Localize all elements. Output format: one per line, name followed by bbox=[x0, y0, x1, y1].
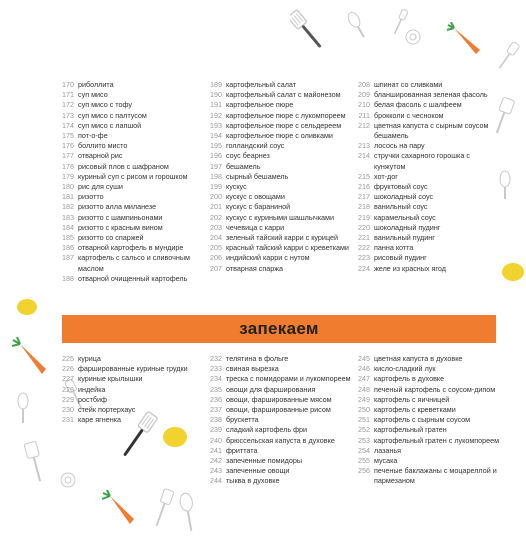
recipe-number: 251 bbox=[358, 415, 370, 425]
recipe-title: стручки сахарного горошка с кунжутом bbox=[374, 151, 470, 171]
recipe-title: картофельное пюре с оливками bbox=[226, 131, 333, 141]
recipe-number: 234 bbox=[210, 374, 222, 384]
recipe-number: 207 bbox=[210, 263, 222, 273]
decor-lemon-icon bbox=[58, 470, 78, 490]
recipe-number: 196 bbox=[210, 151, 222, 161]
recipe-number: 245 bbox=[358, 354, 370, 363]
recipe-title: брускетта bbox=[226, 415, 259, 425]
recipe-list-item bbox=[206, 385, 352, 395]
recipe-list-item bbox=[206, 111, 352, 121]
decor-utensil-icon bbox=[496, 40, 520, 72]
recipe-number: 195 bbox=[210, 141, 222, 151]
recipe-title: стейк портерхаус bbox=[78, 405, 136, 415]
recipe-number: 227 bbox=[62, 374, 74, 384]
recipe-title: картофельное пюре bbox=[226, 100, 294, 110]
recipe-list-item bbox=[58, 354, 204, 364]
recipe-list-item bbox=[206, 446, 352, 456]
recipe-list-item bbox=[206, 374, 352, 384]
recipe-list-item bbox=[58, 131, 204, 141]
recipe-number: 250 bbox=[358, 405, 370, 415]
recipe-title: фриттата bbox=[226, 445, 258, 455]
recipe-number: 178 bbox=[62, 161, 74, 171]
recipe-list-item bbox=[206, 151, 352, 161]
recipe-title: телятина в фольге bbox=[226, 354, 289, 363]
recipe-title: карамельный соус bbox=[374, 212, 436, 222]
recipe-number: 220 bbox=[358, 222, 370, 232]
recipe-list-item bbox=[58, 223, 204, 233]
recipe-number: 180 bbox=[62, 182, 74, 192]
recipe-number: 192 bbox=[210, 110, 222, 120]
recipe-title: картофельный салат с майонезом bbox=[226, 90, 341, 100]
recipe-title: запеченные помидоры bbox=[226, 456, 302, 466]
recipe-number: 216 bbox=[358, 182, 370, 192]
recipe-list-item bbox=[354, 264, 500, 274]
recipe-list-item bbox=[58, 395, 204, 405]
recipe-number: 235 bbox=[210, 384, 222, 394]
recipe-list-item bbox=[354, 202, 500, 212]
recipe-title: ризотто алла миланезе bbox=[78, 202, 157, 212]
recipe-list-item bbox=[354, 213, 500, 223]
recipe-list-item bbox=[354, 354, 504, 364]
recipe-list-item bbox=[206, 264, 352, 274]
recipe-list-item bbox=[354, 425, 504, 435]
recipe-list-item bbox=[206, 80, 352, 90]
recipe-list-item bbox=[206, 223, 352, 233]
recipe-list-item bbox=[354, 90, 500, 100]
recipe-number: 204 bbox=[210, 233, 222, 243]
recipe-list-item bbox=[206, 476, 352, 486]
recipe-title: картофель с яичницей bbox=[374, 394, 450, 404]
recipe-title: лазанья bbox=[374, 445, 402, 455]
recipe-title: рис для суши bbox=[78, 182, 123, 192]
recipe-list-item bbox=[354, 405, 504, 415]
recipe-list-item bbox=[206, 100, 352, 110]
decor-spatula-icon bbox=[290, 6, 324, 56]
recipe-number: 224 bbox=[358, 263, 370, 273]
recipe-title: сырный бешамель bbox=[226, 171, 289, 181]
recipe-title: кисло-сладкий лук bbox=[374, 364, 436, 374]
recipe-list-item bbox=[206, 253, 352, 263]
recipe-number: 211 bbox=[358, 110, 370, 120]
recipe-number: 239 bbox=[210, 425, 222, 435]
recipe-title: запеченные овощи bbox=[226, 466, 290, 476]
recipe-number: 248 bbox=[358, 384, 370, 394]
recipe-list-item bbox=[206, 456, 352, 466]
recipe-number: 194 bbox=[210, 131, 222, 141]
recipe-number: 249 bbox=[358, 394, 370, 404]
recipe-list-item bbox=[354, 456, 504, 466]
recipe-number: 252 bbox=[358, 425, 370, 435]
recipe-title: курица bbox=[78, 354, 101, 363]
recipe-list-item bbox=[58, 243, 204, 253]
recipe-title: картофельный гратен с лукомпореем bbox=[374, 435, 500, 445]
recipe-title: кускус bbox=[226, 182, 247, 192]
recipe-number: 184 bbox=[62, 222, 74, 232]
recipe-number: 188 bbox=[62, 273, 74, 283]
recipe-number: 171 bbox=[62, 90, 74, 100]
decor-lemon-icon bbox=[14, 296, 40, 318]
recipe-title: ванильный соус bbox=[374, 202, 428, 212]
recipe-title: кускус с овощами bbox=[226, 192, 285, 202]
recipe-title: суп мисо с палтусом bbox=[78, 110, 147, 120]
recipe-title: суп мисо с лапшой bbox=[78, 120, 142, 130]
recipe-number: 230 bbox=[62, 405, 74, 415]
recipe-title: отварной рис bbox=[78, 151, 123, 161]
recipe-number: 215 bbox=[358, 171, 370, 181]
recipe-list-column-1 bbox=[58, 80, 204, 284]
recipe-list-item bbox=[206, 436, 352, 446]
recipe-list-item bbox=[354, 151, 500, 171]
recipe-list-item bbox=[354, 172, 500, 182]
recipe-number: 193 bbox=[210, 120, 222, 130]
recipe-list-item bbox=[58, 192, 204, 202]
recipe-list-column-2 bbox=[206, 354, 352, 487]
decor-carrot-icon bbox=[446, 22, 486, 62]
recipe-title: суп мисо с тофу bbox=[78, 100, 132, 110]
recipe-number: 174 bbox=[62, 120, 74, 130]
section-title: запекаем bbox=[239, 319, 319, 338]
recipe-number: 175 bbox=[62, 131, 74, 141]
decor-utensil-icon bbox=[150, 488, 176, 528]
recipe-list-item bbox=[354, 192, 500, 202]
recipe-title: овощи для фарширования bbox=[226, 384, 316, 394]
recipe-number: 186 bbox=[62, 243, 74, 253]
recipe-number: 222 bbox=[358, 243, 370, 253]
recipe-list-item bbox=[354, 100, 500, 110]
recipe-list-item bbox=[206, 425, 352, 435]
decor-lemon-icon bbox=[404, 28, 422, 46]
recipe-list-item bbox=[206, 243, 352, 253]
recipe-number: 223 bbox=[358, 253, 370, 263]
recipe-number: 229 bbox=[62, 394, 74, 404]
recipe-title: тыква в духовке bbox=[226, 476, 280, 486]
recipe-list-item bbox=[354, 80, 500, 90]
recipe-title: мусака bbox=[374, 456, 398, 466]
recipe-number: 242 bbox=[210, 456, 222, 466]
recipe-number: 217 bbox=[358, 192, 370, 202]
recipe-title: риболлита bbox=[78, 80, 114, 89]
recipe-number: 182 bbox=[62, 202, 74, 212]
recipe-list-item bbox=[206, 192, 352, 202]
recipe-title: рисовый плов с шафраном bbox=[78, 161, 169, 171]
recipe-title: картофельное пюре с лукомпореем bbox=[226, 110, 346, 120]
recipe-title: отварная спаржа bbox=[226, 263, 284, 273]
recipe-list-item bbox=[206, 182, 352, 192]
recipe-title: голландский соус bbox=[226, 141, 285, 151]
recipe-title: пот-о-фе bbox=[78, 131, 108, 141]
recipe-title: картофельный гратен bbox=[374, 425, 447, 435]
recipe-number: 246 bbox=[358, 364, 370, 374]
recipe-title: хот-дог bbox=[374, 171, 398, 181]
recipe-number: 170 bbox=[62, 80, 74, 89]
recipe-number: 228 bbox=[62, 384, 74, 394]
recipe-title: фаршированные куриные грудки bbox=[78, 364, 188, 374]
recipe-list-item bbox=[206, 90, 352, 100]
recipe-list-column-1 bbox=[58, 354, 204, 425]
recipe-title: цветная капуста с сырным соусом бешамель bbox=[374, 120, 489, 141]
recipe-title: ванильный пудинг bbox=[374, 233, 435, 243]
recipe-list-item bbox=[354, 223, 500, 233]
recipe-list-item bbox=[206, 213, 352, 223]
recipe-title: брюссельская капуста в духовке bbox=[226, 435, 335, 445]
recipe-list-item bbox=[354, 436, 504, 446]
recipe-title: зеленый тайский карри с курицей bbox=[226, 233, 338, 243]
decor-spatula-icon bbox=[20, 440, 50, 484]
recipe-list-item bbox=[58, 364, 204, 374]
recipe-list-item bbox=[58, 385, 204, 395]
recipe-list-column-3 bbox=[354, 354, 504, 487]
recipe-number: 255 bbox=[358, 456, 370, 466]
recipe-number: 191 bbox=[210, 100, 222, 110]
recipe-number: 237 bbox=[210, 405, 222, 415]
recipe-list-item bbox=[206, 202, 352, 212]
recipe-number: 240 bbox=[210, 435, 222, 445]
recipe-list-item bbox=[58, 202, 204, 212]
recipe-number: 218 bbox=[358, 202, 370, 212]
recipe-number: 232 bbox=[210, 354, 222, 363]
recipe-title: треска с помидорами и лукомпореем bbox=[226, 374, 351, 384]
recipe-number: 241 bbox=[210, 445, 222, 455]
recipe-title: бланшированная зеленая фасоль bbox=[374, 90, 488, 100]
recipe-number: 221 bbox=[358, 233, 370, 243]
recipe-list-item bbox=[354, 121, 500, 141]
recipe-list-item bbox=[354, 253, 500, 263]
recipe-title: красный тайский карри с креветками bbox=[226, 243, 349, 253]
recipe-title: печеные баклажаны с моцареллой и пармезаном bbox=[374, 466, 497, 486]
recipe-title: куриный суп с рисом и горошком bbox=[78, 171, 188, 181]
recipe-number: 177 bbox=[62, 151, 74, 161]
recipe-number: 213 bbox=[358, 141, 370, 151]
recipe-list-item bbox=[58, 121, 204, 131]
recipe-title: печеный картофель с соусом-дипом bbox=[374, 384, 496, 394]
recipe-title: чечевица с карри bbox=[226, 222, 285, 232]
decor-carrot-icon bbox=[10, 336, 52, 380]
recipe-number: 208 bbox=[358, 80, 370, 89]
recipe-list-item bbox=[206, 415, 352, 425]
recipe-number: 212 bbox=[358, 120, 370, 130]
recipe-list-item bbox=[58, 172, 204, 182]
recipe-title: картофель с сальсо и сливочным маслом bbox=[78, 253, 190, 273]
recipe-title: панна котта bbox=[374, 243, 414, 253]
recipe-number: 201 bbox=[210, 202, 222, 212]
recipe-number: 203 bbox=[210, 222, 222, 232]
recipe-title: куриные крылышки bbox=[78, 374, 143, 384]
recipe-title: фруктовый соус bbox=[374, 182, 428, 192]
recipe-number: 185 bbox=[62, 233, 74, 243]
recipe-number: 210 bbox=[358, 100, 370, 110]
recipe-number: 231 bbox=[62, 415, 74, 425]
recipe-number: 200 bbox=[210, 192, 222, 202]
recipe-number: 202 bbox=[210, 212, 222, 222]
recipe-number: 198 bbox=[210, 171, 222, 181]
recipe-list-item bbox=[206, 162, 352, 172]
recipe-list-item bbox=[206, 233, 352, 243]
recipe-list-item bbox=[58, 253, 204, 273]
recipe-number: 205 bbox=[210, 243, 222, 253]
recipe-number: 238 bbox=[210, 415, 222, 425]
recipe-title: картофель в духовке bbox=[374, 374, 445, 384]
recipe-list-item bbox=[206, 354, 352, 364]
recipe-number: 244 bbox=[210, 476, 222, 486]
recipe-number: 247 bbox=[358, 374, 370, 384]
recipe-number: 225 bbox=[62, 354, 74, 363]
recipe-list-item bbox=[354, 243, 500, 253]
recipe-number: 199 bbox=[210, 182, 222, 192]
recipe-number: 209 bbox=[358, 90, 370, 100]
recipe-number: 226 bbox=[62, 364, 74, 374]
recipe-list-item bbox=[354, 374, 504, 384]
recipe-list-item bbox=[354, 466, 504, 486]
recipe-title: соус беарнез bbox=[226, 151, 270, 161]
recipe-list-item bbox=[206, 466, 352, 476]
recipe-number: 173 bbox=[62, 110, 74, 120]
recipe-title: суп мисо bbox=[78, 90, 108, 100]
recipe-list-item bbox=[354, 446, 504, 456]
recipe-title: рисовый пудинг bbox=[374, 253, 427, 263]
recipe-number: 187 bbox=[62, 253, 74, 263]
recipe-list-item bbox=[58, 213, 204, 223]
recipe-title: сладкий картофель фри bbox=[226, 425, 308, 435]
recipe-list-item bbox=[58, 405, 204, 415]
recipe-title: индейка bbox=[78, 384, 106, 394]
recipe-list-item bbox=[206, 141, 352, 151]
recipe-title: лосось на пару bbox=[374, 141, 425, 151]
recipe-title: цветная капуста в духовке bbox=[374, 354, 463, 363]
recipe-list-column-2 bbox=[206, 80, 352, 274]
recipe-number: 176 bbox=[62, 141, 74, 151]
recipe-number: 183 bbox=[62, 212, 74, 222]
recipe-list-item bbox=[58, 80, 204, 90]
recipe-list-item bbox=[58, 111, 204, 121]
recipe-title: овощи, фаршированные мясом bbox=[226, 394, 332, 404]
recipe-number: 179 bbox=[62, 171, 74, 181]
recipe-number: 254 bbox=[358, 445, 370, 455]
recipe-number: 189 bbox=[210, 80, 222, 89]
recipe-list-item bbox=[206, 131, 352, 141]
recipe-list-item bbox=[206, 172, 352, 182]
recipe-title: белая фасоль с шалфеем bbox=[374, 100, 462, 110]
recipe-number: 219 bbox=[358, 212, 370, 222]
recipe-title: боллито мисто bbox=[78, 141, 128, 151]
recipe-title: свиная вырезка bbox=[226, 364, 279, 374]
recipe-list-item bbox=[58, 182, 204, 192]
decor-whisk-icon bbox=[12, 392, 34, 424]
decor-lemon-icon bbox=[500, 260, 526, 284]
recipe-number: 172 bbox=[62, 100, 74, 110]
recipe-list-item bbox=[354, 141, 500, 151]
recipe-title: картофельный салат bbox=[226, 80, 297, 89]
recipe-title: желе из красных ягод bbox=[374, 263, 446, 273]
recipe-title: ризотто со спаржей bbox=[78, 233, 144, 243]
recipe-list-item bbox=[58, 415, 204, 425]
recipe-list-item bbox=[58, 274, 204, 284]
decor-lemon-icon bbox=[160, 424, 190, 450]
recipe-list-item bbox=[58, 233, 204, 243]
recipe-number: 256 bbox=[358, 466, 370, 476]
recipe-number: 190 bbox=[210, 90, 222, 100]
recipe-title: ростбиф bbox=[78, 394, 107, 404]
recipe-list-item bbox=[206, 405, 352, 415]
recipe-title: индийский карри с нутом bbox=[226, 253, 310, 263]
recipe-list-item bbox=[354, 415, 504, 425]
recipe-list-item bbox=[58, 100, 204, 110]
recipe-list-item bbox=[58, 151, 204, 161]
recipe-list-item bbox=[58, 162, 204, 172]
recipe-title: кускус с куриными шашлычками bbox=[226, 212, 334, 222]
recipe-list-item bbox=[354, 364, 504, 374]
recipe-number: 214 bbox=[358, 151, 370, 161]
recipe-number: 197 bbox=[210, 161, 222, 171]
recipe-list-item bbox=[206, 364, 352, 374]
recipe-title: шоколадный пудинг bbox=[374, 222, 441, 232]
recipe-list-column-3 bbox=[354, 80, 500, 274]
decor-whisk-icon bbox=[346, 10, 368, 40]
recipe-title: кускус с бараниной bbox=[226, 202, 291, 212]
recipe-title: шоколадный соус bbox=[374, 192, 434, 202]
recipe-list-item bbox=[354, 385, 504, 395]
recipe-title: картофель с креветками bbox=[374, 405, 456, 415]
recipe-title: отварной картофель в мундире bbox=[78, 243, 184, 253]
recipe-title: ризотто с красным вином bbox=[78, 222, 163, 232]
recipe-number: 206 bbox=[210, 253, 222, 263]
decor-whisk-icon bbox=[176, 492, 200, 532]
recipe-number: 181 bbox=[62, 192, 74, 202]
recipe-title: картофель с сырным соусом bbox=[374, 415, 471, 425]
recipe-list-item bbox=[354, 395, 504, 405]
recipe-list-item bbox=[58, 141, 204, 151]
recipe-title: шпинат со сливками bbox=[374, 80, 443, 89]
recipe-title: брокколи с чесноком bbox=[374, 110, 444, 120]
recipe-list-item bbox=[354, 111, 500, 121]
section-banner bbox=[62, 315, 496, 343]
recipe-number: 253 bbox=[358, 435, 370, 445]
recipe-title: ризотто с шампиньонами bbox=[78, 212, 163, 222]
recipe-list-item bbox=[354, 233, 500, 243]
recipe-list-item bbox=[354, 182, 500, 192]
recipe-title: ризотто bbox=[78, 192, 104, 202]
decor-carrot-icon bbox=[100, 490, 140, 530]
recipe-number: 243 bbox=[210, 466, 222, 476]
recipe-list-item bbox=[58, 374, 204, 384]
recipe-list-item bbox=[206, 395, 352, 405]
recipe-number: 236 bbox=[210, 394, 222, 404]
recipe-number: 233 bbox=[210, 364, 222, 374]
recipe-title: отварной очищенный картофель bbox=[78, 273, 188, 283]
recipe-title: бешамель bbox=[226, 161, 261, 171]
recipe-title: каре ягненка bbox=[78, 415, 122, 425]
recipe-list-item bbox=[206, 121, 352, 131]
recipe-title: картофельное пюре с сельдереем bbox=[226, 120, 342, 130]
recipe-list-item bbox=[58, 90, 204, 100]
recipe-title: овощи, фаршированные рисом bbox=[226, 405, 331, 415]
